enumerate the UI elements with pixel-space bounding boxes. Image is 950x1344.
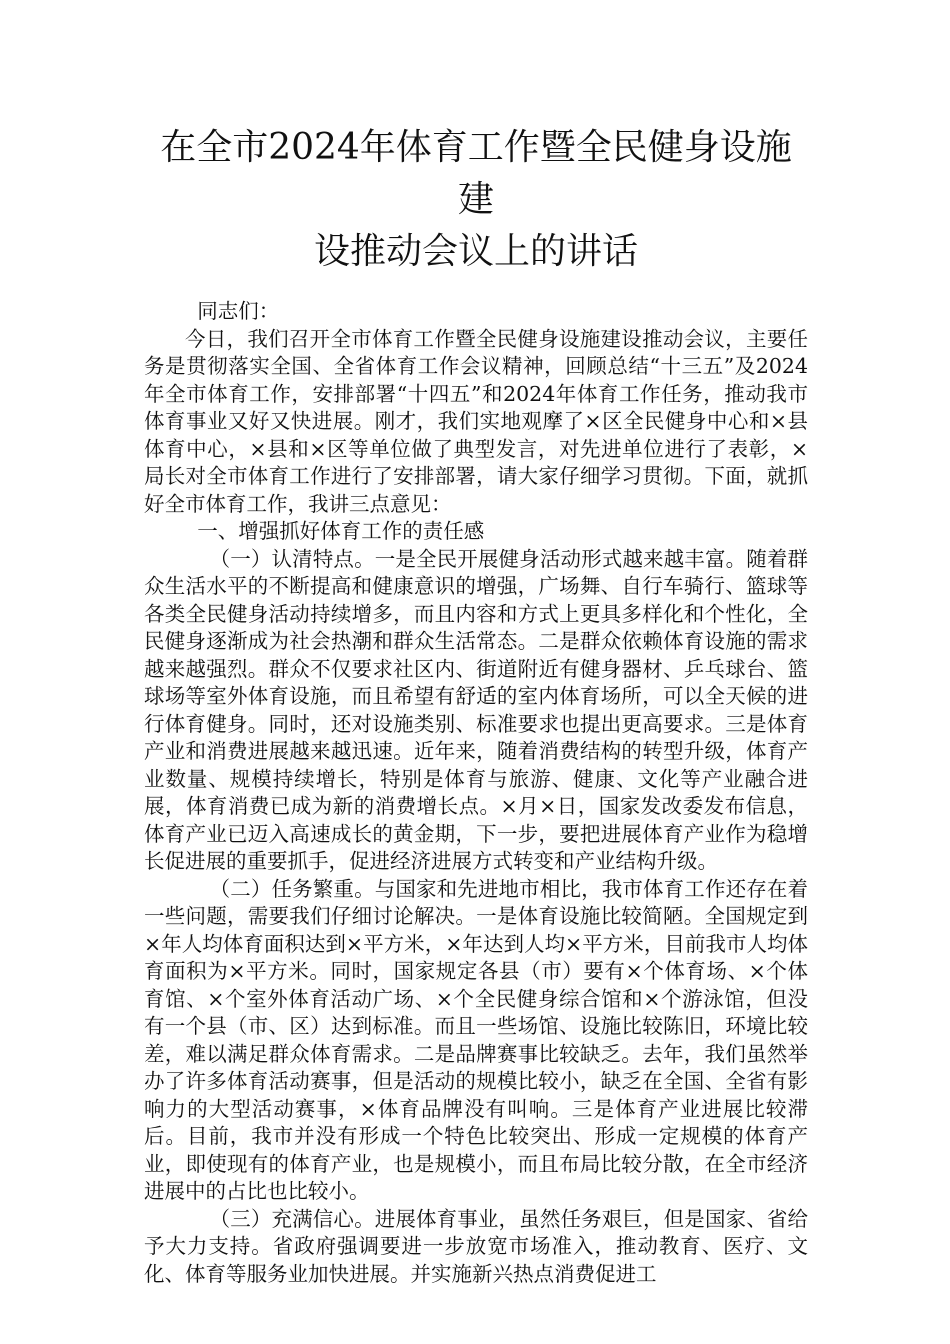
title-line-1: 在全市2024年体育工作暨全民健身设施建 [160, 127, 792, 220]
document-title [144, 122, 808, 278]
document-body [144, 298, 808, 1288]
paragraph-intro: 今日，我们召开全市体育工作暨全民健身设施建设推动会议，主要任务是贯彻落实全国、全省体育工作会议精神，回顾总结“十三五”及2024年全市体育工作，安排部署“十四五”和2024年体育工作任务，推动我市体育事业又好又快进展。刚才，我们实地观摩了×区全民健身中心和×县体育中心，×县和×区等单位做了典型发言，对先进单位进行了表彰，×局长对全市体育工作进行了安排部署，请大家仔细学习贯彻。下面，就抓好全市体育工作，我讲三点意见： [144, 326, 808, 516]
document-page [144, 122, 808, 1288]
paragraph-confidence: （三）充满信心。进展体育事业，虽然任务艰巨，但是国家、省给予大力支持。省政府强调要进一步放宽市场准入，推动教育、医疗、文化、体育等服务业加快进展。并实施新兴热点消费促进工 [144, 1206, 808, 1286]
section-heading-1: 一、增强抓好体育工作的责任感 [197, 519, 485, 543]
title-line-2: 设推动会议上的讲话 [313, 231, 638, 272]
paragraph-heavy-tasks: （二）任务繁重。与国家和先进地市相比，我市体育工作还存在着一些问题，需要我们仔细讨论解决。一是体育设施比较简陋。全国规定到×年人均体育面积达到×平方米，×年达到人均×平方米，目前我市人均体育面积为×平方米。同时，国家规定各县（市）要有×个体育场、×个体育馆、×个室外体育活动广场、×个全民健身综合馆和×个游泳馆，但没有一个县（市、区）达到标准。而且一些场馆、设施比较陈旧，环境比较差，难以满足群众体育需求。二是品牌赛事比较缺乏。去年，我们虽然举办了许多体育活动赛事，但是活动的规模比较小，缺乏在全国、全省有影响力的大型活动赛事，×体育品牌没有叫响。三是体育产业进展比较滞后。目前，我市并没有形成一个特色比较突出、形成一定规模的体育产业，即使现有的体育产业，也是规模小，而且布局比较分散，在全市经济进展中的占比也比较小。 [144, 876, 808, 1203]
paragraph-recognize-features: （一）认清特点。一是全民开展健身活动形式越来越丰富。随着群众生活水平的不断提高和健康意识的增强，广场舞、自行车骑行、篮球等各类全民健身活动持续增多，而且内容和方式上更具多样化和个性化，全民健身逐渐成为社会热潮和群众生活常态。二是群众依赖体育设施的需求越来越强烈。群众不仅要求社区内、街道附近有健身器材、乒乓球台、篮球场等室外体育设施，而且希望有舒适的室内体育场所，可以全天候的进行体育健身。同时，还对设施类别、标准要求也提出更高要求。三是体育产业和消费进展越来越迅速。近年来，随着消费结构的转型升级，体育产业数量、规模持续增长，特别是体育与旅游、健康、文化等产业融合进展，体育消费已成为新的消费增长点。×月×日，国家发改委发布信息，体育产业已迈入高速成长的黄金期，下一步，要把进展体育产业作为稳增长促进展的重要抓手，促进经济进展方式转变和产业结构升级。 [144, 546, 808, 873]
salutation: 同志们： [197, 299, 280, 323]
